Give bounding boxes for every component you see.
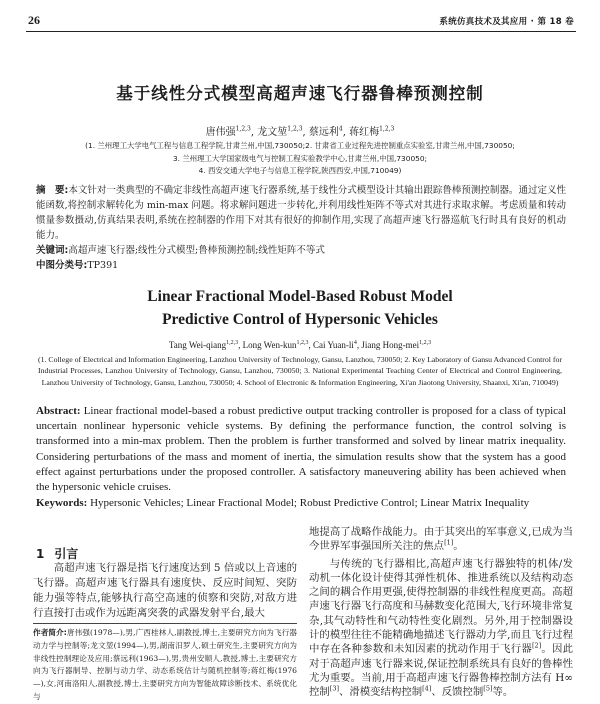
abstract-cn [36, 183, 566, 243]
abstract-label-en: Abstract: [36, 405, 81, 417]
paragraph-text: 、反馈控制 [431, 686, 484, 699]
keywords-cn [36, 243, 566, 258]
affiliation-line: (1. 兰州理工大学电气工程与信息工程学院,甘肃兰州,中国,730050;2. 甘肃省工业过程先进控制重点实验室,甘肃兰州,中国,730050; [85, 141, 515, 150]
intro-column-right [309, 525, 574, 699]
author-affiliation-sup: 1,2,3 [287, 125, 303, 133]
paragraph-text: 地提高了战略作战能力。由于其突出的军事意义,已成为当今世界军事强国所关注的焦点 [309, 526, 573, 553]
title-en-line: Predictive Control of Hypersonic Vehicles [162, 311, 438, 328]
affiliation-line: 3. 兰州理工大学国家级电气与控制工程实验教学中心,甘肃兰州,中国,730050; [172, 153, 428, 163]
author-affiliation-sup: 1,2,3 [235, 125, 251, 133]
intro-paragraph [309, 557, 573, 700]
paragraph-text: 。 [453, 540, 464, 553]
journal-running-head: 系统仿真技术及其应用 · 第 18 卷 [439, 17, 574, 27]
footnote-rule [33, 623, 297, 624]
classification-number [36, 258, 566, 273]
footnote-text: 唐伟强(1978—),男,广西桂林人,副教授,博士,主要研究方向为飞行器动力学与控制等;龙文堃(1994—),男,湖南汨罗人,硕士研究生,主要研究方向为非线性控制理论及应用;蔡远利(1963—),男,贵州安顺人,教授,博士,主要研究方向为飞行器制导、控制与动力学、动态系统估计与随机控制等;蒋红梅(1976—),女,河南洛阳人,副教授,博士,主要研究方向为智能故障诊断技术、系统优化与 [33, 628, 297, 701]
citation-ref: [2] [531, 641, 542, 650]
header-rule [26, 31, 576, 32]
author-affiliation-sup: 4 [353, 340, 357, 346]
author-affiliation-sup: 4 [338, 125, 343, 133]
author-bio-footnote [33, 627, 297, 701]
author-name: Cai Yuan-li [312, 340, 354, 350]
intro-paragraph-left: 高超声速飞行器是指飞行速度达到 5 倍或以上音速的飞行器。高超声速飞行器具有速度快、反应时间短、突防能力强等特点,能够执行高空高速的侦察和突防,对敌方进行直接打击或作为远距离突袭的武器发射平台,最大 [33, 562, 297, 619]
citation-ref: [5] [483, 684, 493, 693]
author-list-cn [20, 123, 580, 138]
paragraph-text: 与传统的飞行器相比,高超声速飞行器独特的机体/发动机一体化设计使得其弹性机体、推进系统以及结构动态之间的耦合作用更强,使得控制器的非线性程度更高。高超声速飞行器飞行高度和马赫数变化范围大,飞行环境非常复杂,其气动特性和气动特性变化剧烈。另外,用于控制器设计的模型往往不能精确地描述飞行器动力学,而且飞行过程中存在各种参数和未知因素的扰动作用于飞行器 [309, 557, 573, 656]
paper-title-en [20, 285, 580, 331]
author-separator: , [356, 340, 362, 350]
section-title: 引言 [54, 547, 79, 561]
author-name: 蔡远利 [308, 127, 339, 138]
abstract-en [36, 404, 566, 496]
keywords-label-cn: 关键词: [36, 245, 69, 256]
author-name: 龙文堃 [257, 127, 288, 138]
author-affiliation-sup: 1,2,3 [296, 340, 309, 346]
keywords-text-en: Hypersonic Vehicles; Linear Fractional Model; Robust Predictive Control; Linear Matrix Inequality [90, 497, 530, 509]
author-name: Jiang Hong-mei [361, 340, 420, 350]
keywords-en [36, 496, 566, 527]
author-affiliation-sup: 1,2,3 [419, 340, 432, 346]
citation-ref: [3] [329, 684, 339, 693]
author-separator: , [302, 127, 306, 138]
page-number: 26 [28, 13, 40, 27]
classification-label: 中图分类号: [36, 260, 88, 271]
section-number: 1 [36, 547, 45, 561]
paragraph-text: 、滑模变结构控制 [339, 686, 423, 699]
author-separator: , [250, 127, 255, 138]
author-list-en [20, 340, 580, 350]
author-separator: , [238, 340, 243, 350]
paragraph-text: 等。 [492, 686, 514, 699]
classification-value: TP391 [87, 260, 119, 271]
title-en-line: Linear Fractional Model-Based Robust Model [147, 288, 453, 305]
abstract-text-en: Linear fractional model-based a robust predictive output tracking controller is proposed for a class of typical uncertain nonlinear hypersonic vehicle systems. By defining the performance function, the control solving is transformed into a min-max problem. Then the problem is further transformed and solved by linear matrix inequality. Considering perturbations of the mass and moment of inertia, the simulation results show that the system has a good effect against perturbations under the proposed controller. A satisfactory maneuvering ability has been achieved when the hypersonic vehicle cruises. [36, 405, 567, 494]
paragraph-text: 。因此对于高超声速飞行器来说,保证控制系统具有良好的鲁棒性尤为重要。当前,用于高超声速飞行器鲁棒控制方法有 H∞控制 [309, 643, 574, 699]
author-affiliation-sup: 1,2,3 [379, 125, 395, 133]
author-name: Tang Wei-qiang [168, 340, 227, 350]
author-affiliation-sup: 1,2,3 [226, 340, 239, 346]
author-name: 蒋红梅 [349, 127, 380, 138]
footnote-label: 作者简介: [33, 628, 67, 637]
author-separator: , [342, 127, 346, 138]
citation-ref: [4] [422, 684, 432, 693]
author-name: Long Wen-kun [242, 340, 297, 350]
keywords-label-en: Keywords: [36, 497, 88, 509]
affiliations-en: (1. College of Electrical and Information Engineering, Lanzhou University of Technology, Gansu, Lanzhou, 730050; 2. Key Laboratory of Gansu Advanced Control for Industrial Processes, Lanzhou University of Technology, Gansu, Lanzhou, 730050; 3. National Experimental Teaching Center of Electrical and Control Engineering, Lanzhou University of Technology, Gansu, Lanzhou, 730050; 4. School of Electronic & Information Engineering, Xi'an Jiaotong University, Shaanxi, Xi'an, 710049) [38, 355, 562, 387]
author-separator: , [308, 340, 313, 350]
affiliation-line: 4. 西安交通大学电子与信息工程学院,陕西西安,中国,710049) [198, 166, 402, 175]
author-name: 唐伟强 [205, 127, 236, 138]
keywords-text-cn: 高超声速飞行器;线性分式模型;鲁棒预测控制;线性矩阵不等式 [68, 245, 325, 256]
section-heading [36, 545, 78, 562]
abstract-label-cn: 摘 要: [36, 185, 69, 196]
intro-paragraph [309, 525, 573, 554]
abstract-text-cn: 本文针对一类典型的不确定非线性高超声速飞行器系统,基于线性分式模型设计其输出跟踪鲁棒预测控制器。通过定义性能函数,将控制求解转化为 min-max 问题。将求解问题进一步转化,并利用线性矩阵不等式对其进行求取求解。考虑质量和转动惯量参数摄动,仿真结果表明,系统在控制器的作用下对其有很好的抑制作用,实现了高超声速飞行器巡航飞行时具有良好的机动能力。 [36, 185, 566, 241]
paper-title-cn: 基于线性分式模型高超声速飞行器鲁棒预测控制 [116, 84, 484, 103]
front-matter-cn [36, 183, 566, 273]
citation-ref: [1] [444, 538, 454, 547]
affiliations-cn [30, 140, 570, 178]
